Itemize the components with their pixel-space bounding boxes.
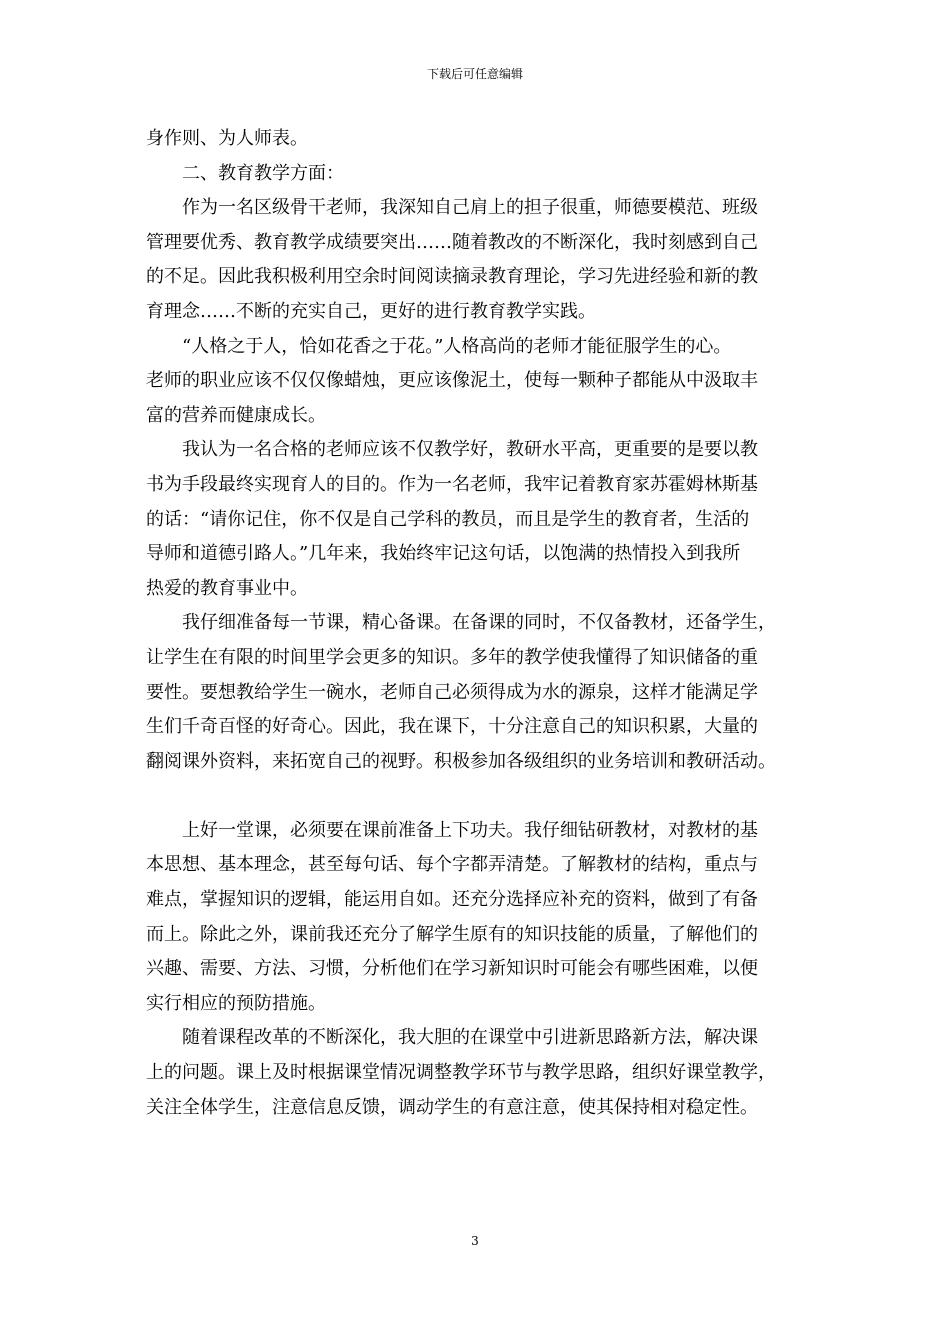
text-line: 我仔细准备每一节课，精心备课。在备课的同时，不仅备教材，还备学生，: [182, 612, 776, 634]
text-line: 的不足。因此我积极利用空余时间阅读摘录教育理论，学习先进经验和新的教: [146, 266, 758, 288]
text-line: 身作则、为人师表。: [146, 128, 308, 149]
document-body: [146, 122, 826, 1125]
text-line: 书为手段最终实现育人的目的。作为一名老师，我牢记着教育家苏霍姆林斯基: [146, 473, 758, 495]
text-line: 随着课程改革的不断深化，我大胆的在课堂中引进新思路新方法，解决课: [182, 1027, 758, 1049]
text-line: 难点，掌握知识的逻辑，能运用自如。还充分选择应补充的资料，做到了有备: [146, 889, 758, 911]
paragraph-gap: [146, 779, 826, 814]
page-header: 下载后可任意编辑: [426, 67, 523, 81]
text-line: 作为一名区级骨干老师，我深知自己肩上的担子很重，师德要模范、班级: [182, 197, 758, 219]
text-line: 管理要优秀、教育教学成绩要突出……随着教改的不断深化，我时刻感到自己: [146, 231, 758, 253]
text-line: 要性。要想教给学生一碗水，老师自己必须得成为水的源泉，这样才能满足学: [146, 681, 758, 703]
text-line: 实行相应的预防措施。: [146, 992, 326, 1014]
text-line: 而上。除此之外，课前我还充分了解学生原有的知识技能的质量，了解他们的: [146, 923, 758, 945]
text-line: 兴趣、需要、方法、习惯，分析他们在学习新知识时可能会有哪些困难，以便: [146, 958, 758, 980]
text-line: 我认为一名合格的老师应该不仅教学好，教研水平高，更重要的是要以教: [182, 439, 758, 461]
text-line: 老师的职业应该不仅仅像蜡烛，更应该像泥土，使每一颗种子都能从中汲取丰: [146, 370, 758, 392]
text-line: 上好一堂课，必须要在课前准备上下功夫。我仔细钻研教材，对教材的基: [182, 819, 758, 841]
text-line: 热爱的教育事业中。: [146, 577, 308, 599]
text-line: 富的营养而健康成长。: [146, 404, 326, 426]
text-line: 生们千奇百怪的好奇心。因此，我在课下，十分注意自己的知识积累，大量的: [146, 716, 758, 738]
text-line: 的话：“请你记住，你不仅是自己学科的教员，而且是学生的教育者，生活的: [146, 508, 750, 530]
text-line: 关注全体学生，注意信息反馈，调动学生的有意注意，使其保持相对稳定性。: [146, 1096, 758, 1118]
text-line: 导师和道德引路人。”几年来，我始终牢记这句话，以饱满的热情投入到我所: [146, 543, 741, 565]
text-line: 育理念……不断的充实自己，更好的进行教育教学实践。: [146, 300, 596, 322]
text-line: 翻阅课外资料，来拓宽自己的视野。积极参加各级组织的业务培训和教研活动。: [146, 750, 776, 772]
page-number: 3: [471, 1234, 479, 1248]
text-line: 本思想、基本理念，甚至每句话、每个字都弄清楚。了解教材的结构，重点与: [146, 854, 758, 876]
section-heading: 二、教育教学方面：: [182, 162, 344, 184]
text-line: 上的问题。课上及时根据课堂情况调整教学环节与教学思路，组织好课堂教学，: [146, 1062, 776, 1084]
text-line: “人格之于人，恰如花香之于花。”人格高尚的老师才能征服学生的心。: [182, 335, 732, 357]
text-line: 让学生在有限的时间里学会更多的知识。多年的教学使我懂得了知识储备的重: [146, 646, 758, 668]
